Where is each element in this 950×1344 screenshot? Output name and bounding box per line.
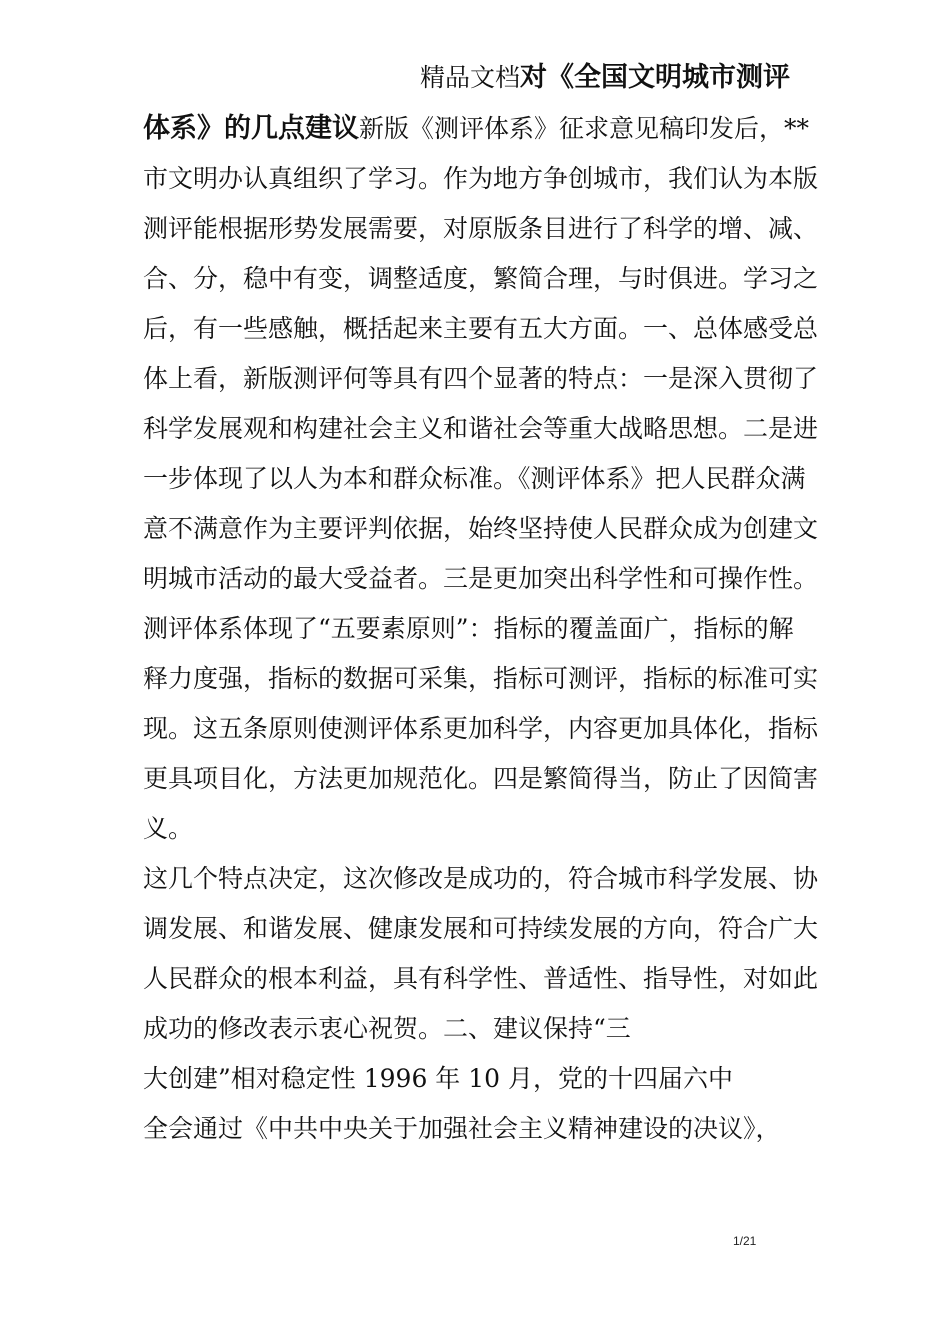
body-line-8: 一步体现了以人为本和群众标准。《测评体系》把人民群众满 — [143, 464, 806, 493]
body-line-1 — [143, 112, 809, 146]
body-line-7: 科学发展观和构建社会主义和谐社会等重大战略思想。二是进 — [143, 414, 819, 443]
paragraph-text: 新版《测评体系》征求意见稿印发后，** — [359, 114, 810, 143]
document-title-part2: 体系》的几点建议 — [143, 113, 359, 144]
document-title-part1: 对《全国文明城市测评 — [520, 62, 791, 93]
body-line-6: 体上看，新版测评何等具有四个显著的特点：一是深入贯彻了 — [143, 364, 819, 393]
body-line-4: 合、分，稳中有变，调整适度，繁简合理，与时俱进。学习之 — [143, 264, 819, 293]
body-line-2: 市文明办认真组织了学习。作为地方争创城市，我们认为本版 — [143, 164, 819, 193]
body-line-19: 成功的修改表示衷心祝贺。二、建议保持“三 — [143, 1014, 631, 1043]
body-line-21: 全会通过《中共中央关于加强社会主义精神建设的决议》， — [143, 1114, 781, 1143]
body-line-17: 调发展、和谐发展、健康发展和可持续发展的方向，符合广大 — [143, 914, 819, 943]
body-line-12: 释力度强，指标的数据可采集，指标可测评，指标的标准可实 — [143, 664, 819, 693]
body-line-5: 后，有一些感触，概括起来主要有五大方面。一、总体感受总 — [143, 314, 819, 343]
body-line-13: 现。这五条原则使测评体系更加科学，内容更加具体化，指标 — [143, 714, 819, 743]
body-line-15: 义。 — [143, 814, 194, 843]
body-line-20: 大创建”相对稳定性 1996 年 10 月，党的十四届六中 — [143, 1064, 734, 1093]
page-number: 1/21 — [733, 1234, 757, 1248]
body-line-16: 这几个特点决定，这次修改是成功的，符合城市科学发展、协 — [143, 864, 819, 893]
header-line — [420, 61, 790, 95]
body-line-18: 人民群众的根本利益，具有科学性、普适性、指导性，对如此 — [143, 964, 819, 993]
watermark-text: 精品文档 — [420, 63, 521, 92]
body-line-9: 意不满意作为主要评判依据，始终坚持使人民群众成为创建文 — [143, 514, 819, 543]
body-line-14: 更具项目化，方法更加规范化。四是繁简得当，防止了因简害 — [143, 764, 819, 793]
body-line-11: 测评体系体现了“五要素原则”：指标的覆盖面广，指标的解 — [143, 614, 794, 643]
body-line-3: 测评能根据形势发展需要，对原版条目进行了科学的增、减、 — [143, 214, 819, 243]
body-line-10: 明城市活动的最大受益者。三是更加突出科学性和可操作性。 — [143, 564, 819, 593]
